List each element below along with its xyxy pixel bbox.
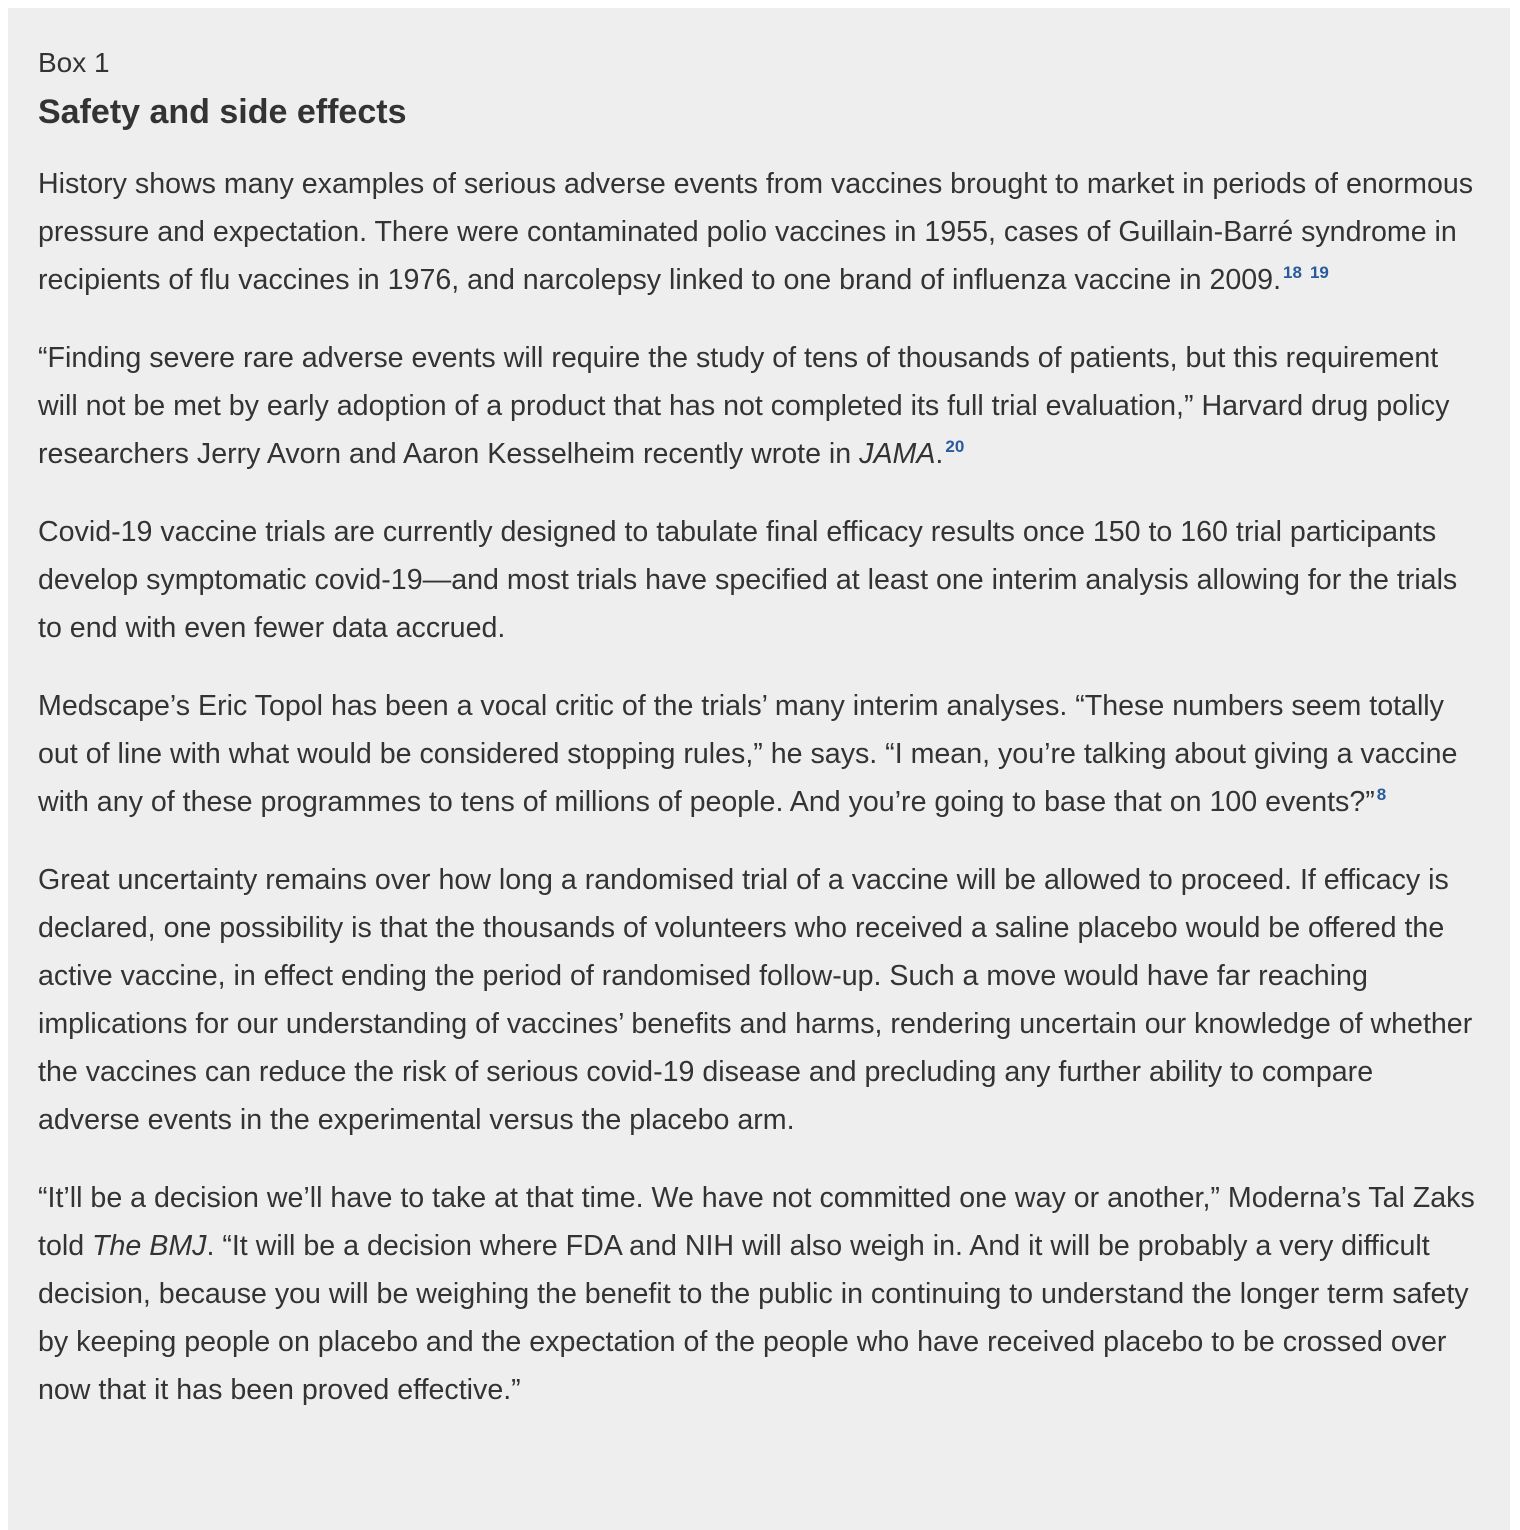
paragraph-zaks bbox=[38, 1174, 1480, 1414]
paragraph-trial-design bbox=[38, 508, 1480, 652]
box-title: Safety and side effects bbox=[38, 93, 407, 131]
reference-link-18[interactable]: 18 bbox=[1283, 263, 1302, 283]
paragraph-text: “It’ll be a decision we’ll have to take at that time. We have not committed one way or another,” Moderna’s Tal Zaks told bbox=[38, 1182, 1475, 1262]
box-label: Box 1 bbox=[38, 47, 110, 78]
reference-link-20[interactable]: 20 bbox=[945, 437, 965, 457]
paragraph-text: . “It will be a decision where FDA and NIH will also weigh in. And it will be probably a very difficult decision, because you will be weighing the benefit to the public in continuing to understand the longer term safety by keeping people on placebo and the expectation of the people who have received placebo to be crossed over now that it has been proved effective.” bbox=[38, 1230, 1469, 1406]
paragraph-text: Medscape’s Eric Topol has been a vocal critic of the trials’ many interim analyses. “These numbers seem totally out of line with what would be considered stopping rules,” he says. “I mean, you’re talking about giving a vaccine with any of these programmes to tens of millions of people. And you’re going to base that on 100 events?” bbox=[38, 690, 1458, 818]
box-1 bbox=[8, 8, 1510, 1530]
paragraph-text: . bbox=[935, 438, 944, 470]
paragraph-history bbox=[38, 160, 1480, 304]
paragraph-text: “Finding severe rare adverse events will require the study of tens of thousands of patients, but this requirement will not be met by early adoption of a product that has not completed its full trial evaluation,” Harvard drug policy researchers Jerry Avorn and Aaron Kesselheim recently wrote in bbox=[38, 342, 1450, 470]
reference-link-8[interactable]: 8 bbox=[1376, 785, 1387, 805]
paragraph-text: Great uncertainty remains over how long a randomised trial of a vaccine will be allowed to proceed. If efficacy is declared, one possibility is that the thousands of volunteers who received a saline placebo would be offered the active vaccine, in effect ending the period of randomised follow-up. Such a move would have far reaching implications for our understanding of vaccines’ benefits and harms, rendering uncertain our knowledge of whether the vaccines can reduce the risk of serious covid-19 disease and precluding any further ability to compare adverse events in the experimental versus the placebo arm. bbox=[38, 864, 1473, 1136]
reference-link-19[interactable]: 19 bbox=[1309, 263, 1329, 283]
paragraph-text: History shows many examples of serious adverse events from vaccines brought to market in periods of enormous pressure and expectation. There were contaminated polio vaccines in 1955, cases of Guillain-Barré syndrome in recipients of flu vaccines in 1976, and narcolepsy linked to one brand of influenza vaccine in 2009. bbox=[38, 168, 1474, 296]
journal-name: The BMJ bbox=[92, 1230, 207, 1262]
paragraph-avorn-kesselheim bbox=[38, 334, 1480, 478]
paragraph-topol bbox=[38, 682, 1480, 826]
paragraph-text: Covid-19 vaccine trials are currently designed to tabulate final efficacy results once 150 to 160 trial participants develop symptomatic covid-19—and most trials have specified at least one interim analysis allowing for the trials to end with even fewer data accrued. bbox=[38, 516, 1458, 644]
journal-name: JAMA bbox=[859, 438, 936, 470]
paragraph-uncertainty bbox=[38, 856, 1480, 1144]
